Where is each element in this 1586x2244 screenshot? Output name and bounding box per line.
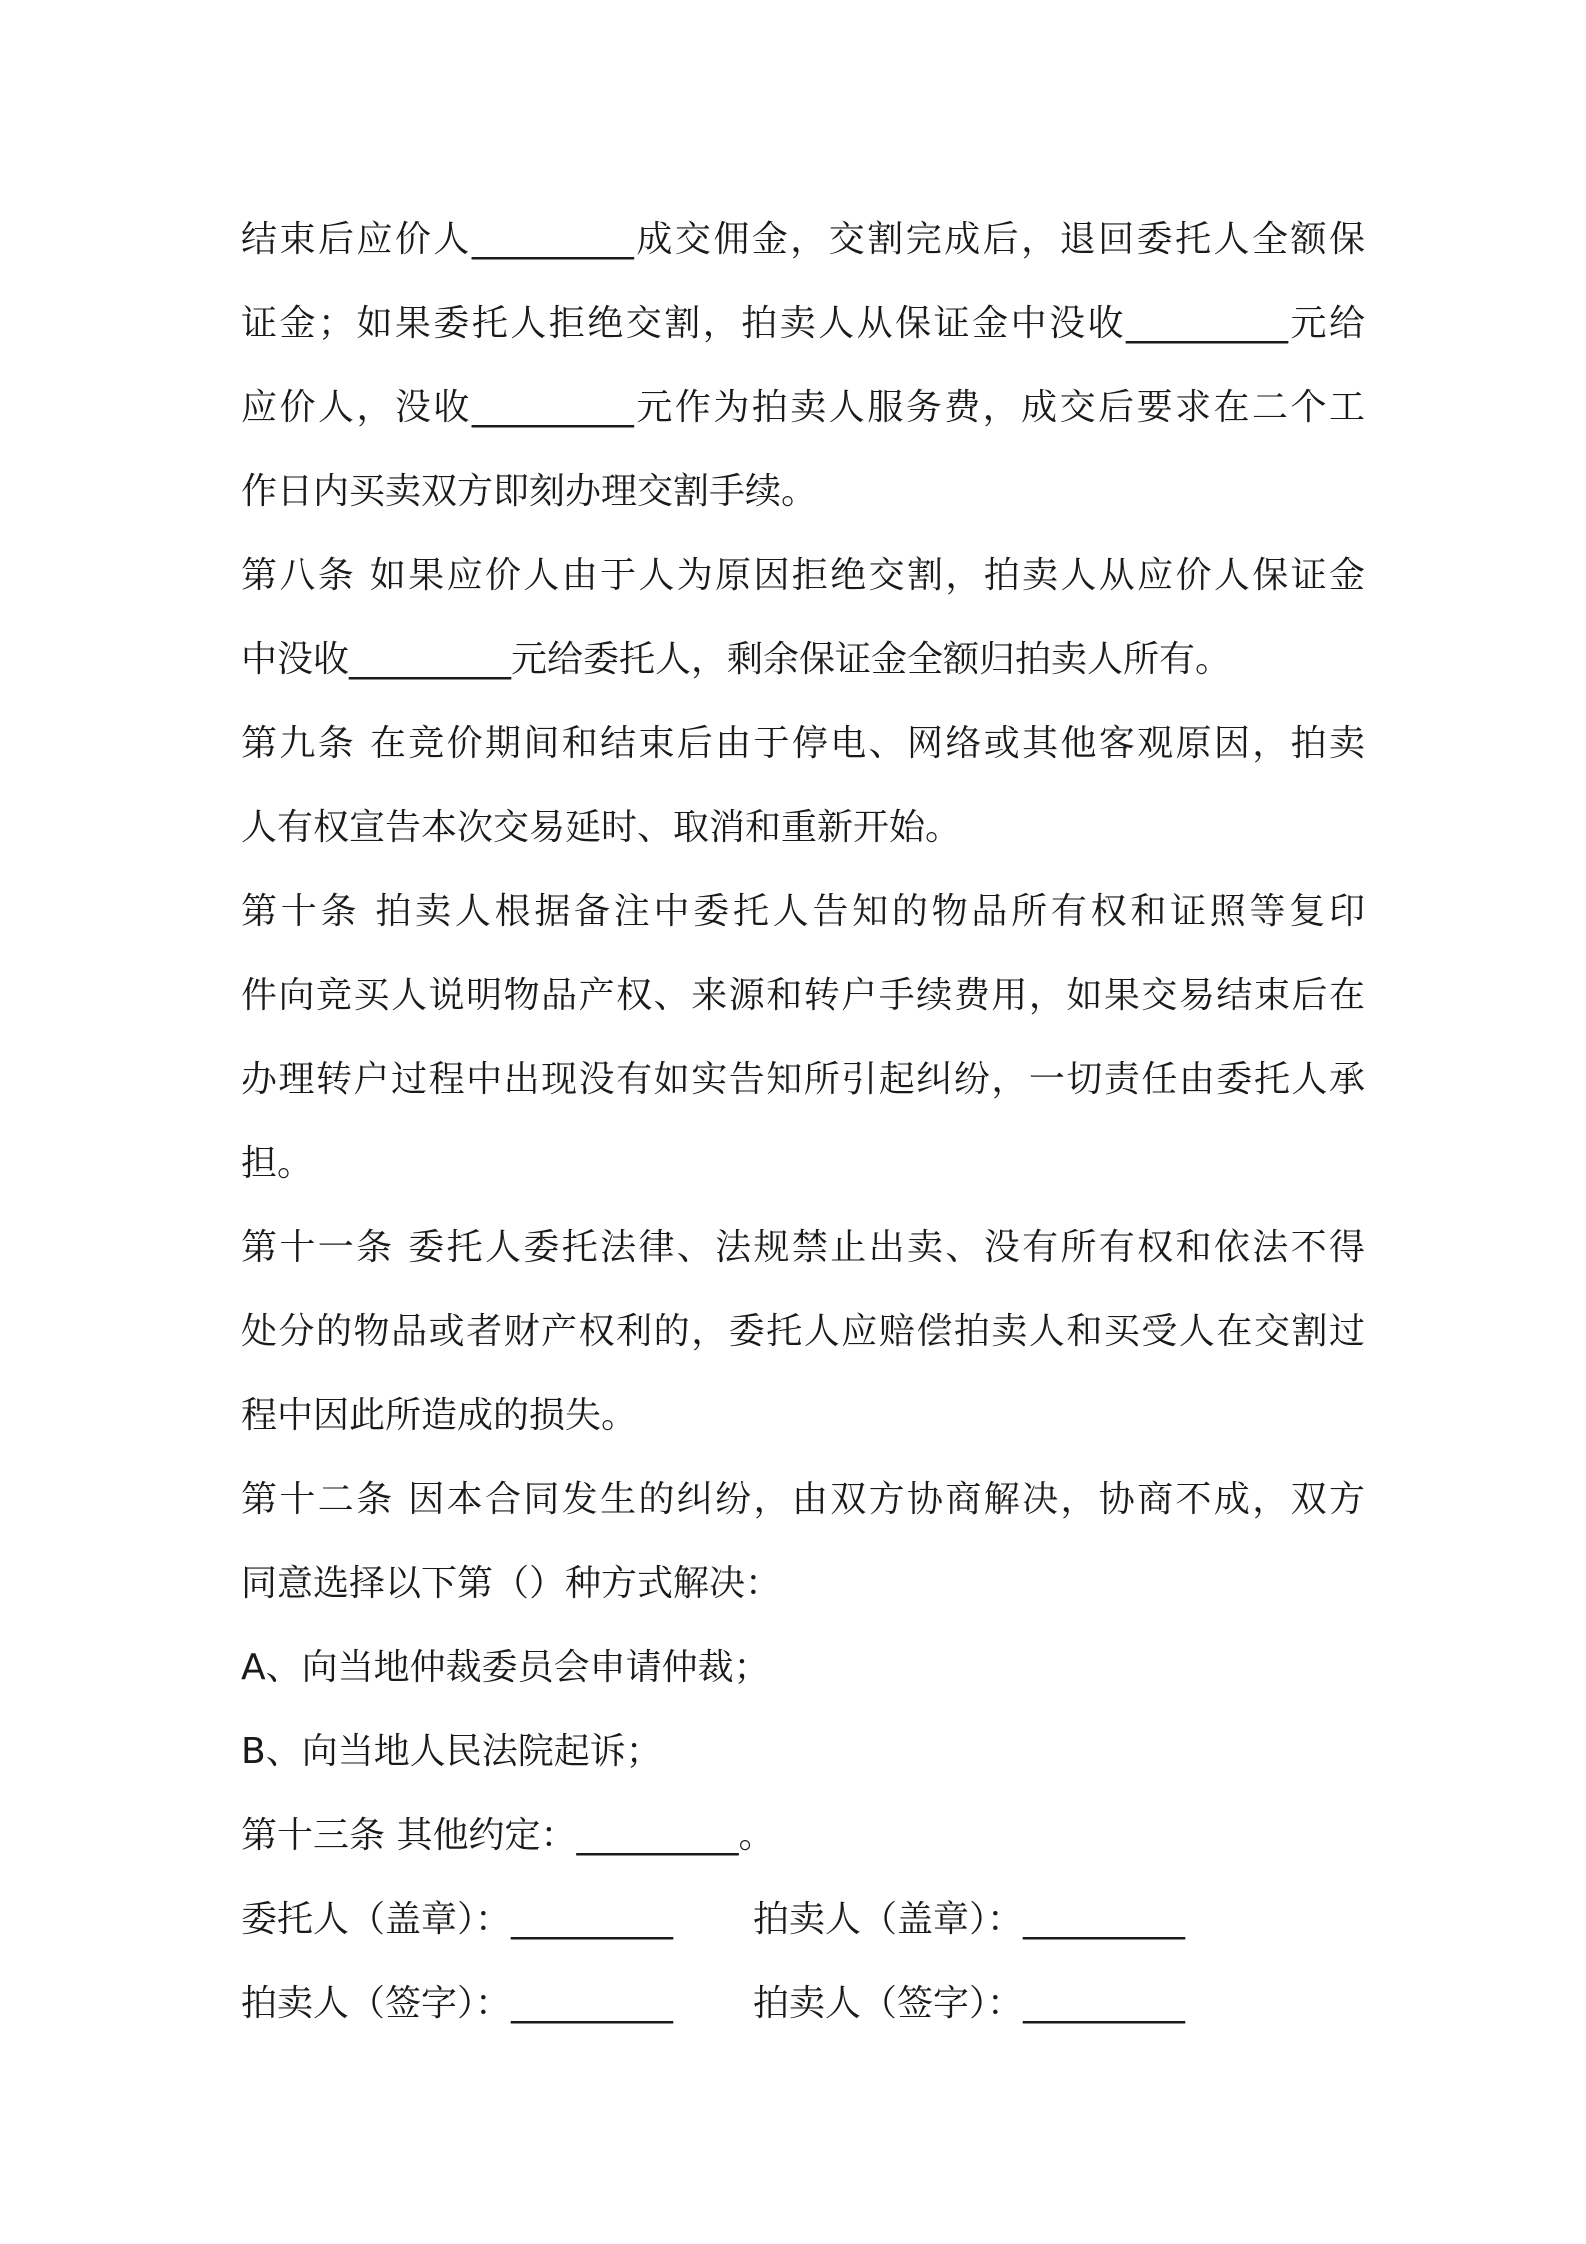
signature-row-sign [241,1962,1365,2046]
text-line: 中没收_________元给委托人，剩余保证金全额归拍卖人所有。 [241,639,1232,680]
text-line: 处分的物品或者财产权利的，委托人应赔偿拍卖人和买受人在交割过 [241,1311,1365,1352]
text-line: 程中因此所造成的损失。 [241,1395,638,1436]
text-line: 件向竞买人说明物品产权、来源和转户手续费用，如果交易结束后在 [241,975,1365,1016]
article-12-line: 第十二条 因本合同发生的纠纷，由双方协商解决，协商不成，双方 [241,1479,1365,1520]
article-13-line: 第十三条 其他约定：_________。 [241,1815,775,1856]
auctioneer-sign-field-left: 拍卖人（签字）：_________ [241,1983,674,2024]
article-9-line: 第九条 在竞价期间和结束后由于停电、网络或其他客观原因，拍卖 [241,723,1365,764]
text-line: 办理转户过程中出现没有如实告知所引起纠纷，一切责任由委托人承 [241,1059,1365,1100]
article-10-line: 第十条 拍卖人根据备注中委托人告知的物品所有权和证照等复印 [241,891,1365,932]
text-line: 担。 [241,1143,314,1184]
auctioneer-seal-field: 拍卖人（盖章）：_________ [753,1899,1186,1940]
principal-seal-field: 委托人（盖章）：_________ [241,1899,674,1940]
article-11-line: 第十一条 委托人委托法律、法规禁止出卖、没有所有权和依法不得 [241,1227,1365,1268]
option-a: A、向当地仲裁委员会申请仲裁； [241,1647,770,1688]
text-line: 作日内买卖双方即刻办理交割手续。 [241,471,818,512]
text-line: 证金；如果委托人拒绝交割，拍卖人从保证金中没收_________元给 [241,303,1365,344]
contract-page [241,198,1365,2046]
article-8-line: 第八条 如果应价人由于人为原因拒绝交割，拍卖人从应价人保证金 [241,555,1365,596]
text-line: 应价人，没收_________元作为拍卖人服务费，成交后要求在二个工 [241,387,1365,428]
auctioneer-sign-field-right: 拍卖人（签字）：_________ [753,1983,1186,2024]
text-line: 结束后应价人_________成交佣金，交割完成后，退回委托人全额保 [241,219,1365,260]
option-b: B、向当地人民法院起诉； [241,1731,662,1772]
text-line: 人有权宣告本次交易延时、取消和重新开始。 [241,807,962,848]
signature-row-seal [241,1878,1365,1962]
text-line: 同意选择以下第（）种方式解决： [241,1563,782,1604]
